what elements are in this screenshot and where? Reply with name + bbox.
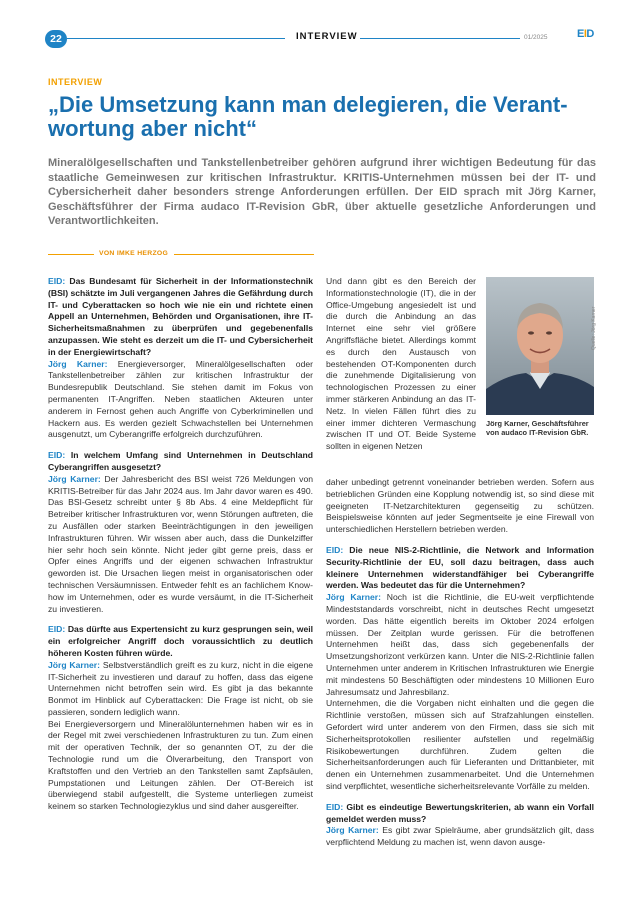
portrait-photo	[486, 277, 594, 415]
article-kicker: INTERVIEW	[48, 77, 103, 87]
question-5: EID: Gibt es eindeutige Bewertungskriterien, ab wann ein Vorfall gemeldet werden muss?	[326, 801, 594, 824]
answer-2: Jörg Karner: Der Jahresbericht des BSI weist 726 Meldungen von KRITIS-Betreiber für das Jahr 2024 aus. Im Jahr davor waren es 490. Das BSI-Gesetz schreibt unter § 8b Abs. 4 eine Meldepflicht für Betreiber kritischer Infrastrukturen vor, wenn Störungen auftreten, die zu Ausfällen oder starken Beeinträchtigungen in den jeweiligen Infrastrukturen führen. Wir wissen aber auch, dass die Dunkelziffer hier sehr hoch sein könnte. Nicht jeder gibt gerne preis, dass er Opfer eines Angriffs und der eigenen schwachen Infrastruktur geworden ist. Die Ursachen liegen meist in organisatorischen oder technischen Versäumnissen. Entweder fehlt es an fachlichem Know-how im Unternehmen, oder es wurde versäumt, in die IT-Sicherheit zu investieren.	[48, 473, 314, 614]
portrait-photo-illustration	[486, 277, 594, 415]
question-2: EID: In welchem Umfang sind Unternehmen in Deutschland Cyberangriffen ausgesetzt?	[48, 450, 314, 472]
byline-rule-right	[174, 254, 314, 255]
answer-1: Jörg Karner: Energieversorger, Mineralölgesellschaften oder Tankstellenbetreiber zählen zur kritischen Infrastruktur der Bundesrepublik Deutschland. Sie stehen damit im Fokus von permanenten IT-Angriffen. Neben staatlichen Akteuren unter anderem in Fernost gehen auch Angriffe von Cyberkriminellen und Hackern aus. Es werden gezielt Schwachstellen bei Unternehmen ausgenutzt, um Cyberangriffe erfolgreich durchzuführen.	[48, 358, 314, 440]
section-label: INTERVIEW	[296, 31, 358, 42]
article-lead: Mineralölgesellschaften und Tankstellenbetreiber gehören aufgrund ihrer wichtigen Bedeutung für das staatliche Gemeinwesen zur kritischen Infrastruktur. KRITIS-Unternehmen müssen bei der IT- und Cybersicherheit daher besonders strenge Anforderungen erfüllen. Der EID sprach mit Jörg Karner, Geschäftsführer der Firma audaco IT-Revision GbR, über aktuelle gesetzliche Anforderungen und Verantwortlichkeiten.	[48, 157, 596, 227]
question-3: EID: Das dürfte aus Expertensicht zu kurz gesprungen sein, weil ein erfolgreicher Angriff doch voraussichtlich zu deutlich höheren Kosten führen würde.	[48, 624, 313, 658]
byline: VON IMKE HERZOG	[99, 250, 169, 257]
header-rule-right	[360, 38, 520, 39]
question-4: EID: Die neue NIS-2-Richtlinie, die Network and Information Security-Richtlinie der EU, soll dazu beitragen, dass auch kleinere Unternehmen widerstandfähiger bei Cyberangriffe werden. Was bedeutet das für die Unternehmen?	[326, 544, 594, 591]
paragraph-ot: Bei Energieversorgern und Mineralölunternehmen haben wir es in der Regel mit zwei verschiedenen Infrastrukturen zu tun. Zum einen mit der operativen Technik, der so genannten OT, zu der die Technologie rund um die Ölverarbeitung, den Transport von Kraftstoffen und den Vertrieb an den Tankstellen samt Zapfsäulen, Pumpstationen und Leitungen zählen. Der OT-Bereich ist überwiegend stabil aufgestellt, die Systeme unterliegen zumeist keinem so starken Technologiezyklus und sind daher ausgereifter.	[48, 718, 313, 812]
answer-4: Jörg Karner: Noch ist die Richtlinie, die EU-weit verpflichtende Mindeststandards vorschreibt, nicht in deutsches Recht umgesetzt worden. Das hätte eigentlich bereits im Oktober 2024 erfolgen müssen. Der Zeitplan wurde gerissen. Für die betroffenen Unternehmen heißt das, dass sich gegebenenfalls der Umsetzungshorizont verkürzen kann. Unter die NIS-2-Richtlinie fallen Unternehmen unter anderem in Kritischen Infrastrukturen wie Energie mit mindestens 50 Beschäftigten oder mindestens 10 Millionen Euro Jahresumsatz und Jahresbilanz.	[326, 592, 594, 697]
eid-logo: EID	[577, 28, 594, 40]
article-title: „Die Umsetzung kann man delegieren, die Verant-wortung aber nicht“	[48, 92, 568, 141]
paragraph-separation: daher unbedingt getrennt voneinander betrieben werden. Sofern aus betrieblichen Gründen eine Kopplung notwendig ist, so sind diese mit geeigneten IT-Netzarchitekturen gegenseitig zu schützen. Beispielsweise könnten auf jeder Segmentseite je eine Firewall von unterschiedlichen Herstellern betrieben werden.	[326, 477, 594, 535]
question-1: EID: Das Bundesamt für Sicherheit in der Informationstechnik (BSI) schätzte im Juli vergangenen Jahres die Gefährdung durch IT- und Cyberattacken so hoch wie nie ein und richtete einen Appell an Unternehmen, Behörden und Organisationen, ihre IT-Sicherheitsmaßnahmen zu überprüfen und gegebenenfalls anzupassen. Wie steht es derzeit um die IT- und Cybersicherheit in der Energiewirtschaft?	[48, 276, 314, 357]
photo-caption: Jörg Karner, Geschäftsführer von audaco IT-Revision GbR.	[486, 419, 589, 438]
paragraph-it: Und dann gibt es den Bereich der Informationstechnologie (IT), die in der Office-Umgebung angesiedelt ist und die durch die Anbindung an das Internet eine sehr viel größere Angriffsfläche bietet. Allerdings kommt es durch den Austausch von bestehenden OT-Komponenten durch die zunehmende Digitalisierung von technologischen Prozessen zu einer immer stärkeren Anbindung an das IT-Netz. In vielen Fällen führt dies zu einer immer dichteren Vermaschung zwischen IT und OT. Beide Systeme sollten in eigenen Netzen	[326, 276, 476, 452]
paragraph-obligations: Unternehmen, die die Vorgaben nicht einhalten und die gegen die Richtlinie verstoßen, müssen sich auf Strafzahlungen einstellen. Gefordert wird unter anderem von den Firmen, dass sie sich mit Sicherheitsprotokollen resilienter aufstellen und regelmäßig Risikobewertungen durchführen. Zudem gelten die Sicherheitsanforderungen auch für Lieferanten und Drittanbieter, mit denen ein Unternehmen zusammenarbeitet. Und die Unternehmen sind verpflichtet, wesentliche sicherheitsrelevante Vorfälle zu melden.	[326, 698, 594, 791]
issue-number: 01/2025	[524, 34, 548, 41]
article-column-1	[48, 276, 313, 813]
page-number: 22	[45, 30, 67, 48]
article-column-2-bottom	[326, 477, 594, 849]
header-rule-left	[67, 38, 285, 39]
article-column-2-top	[326, 276, 476, 453]
photo-credit: Quelle: Jörg Karner	[591, 306, 597, 350]
byline-rule-left	[48, 254, 94, 255]
answer-5: Jörg Karner: Es gibt zwar Spielräume, aber grundsätzlich gilt, dass verpflichtend Meldung zu machen ist, wenn davon ausge-	[326, 825, 595, 848]
answer-3: Jörg Karner: Selbstverständlich greift es zu kurz, nicht in die eigene IT-Sicherheit zu investieren und darauf zu hoffen, dass das eigene Unternehmen nicht betroffen sein wird. Es gibt ja das bekannte Bonmot im Hinblick auf Cyberattacken: Die Frage ist nicht, ob sie passieren, sondern lediglich wann.	[48, 659, 313, 717]
